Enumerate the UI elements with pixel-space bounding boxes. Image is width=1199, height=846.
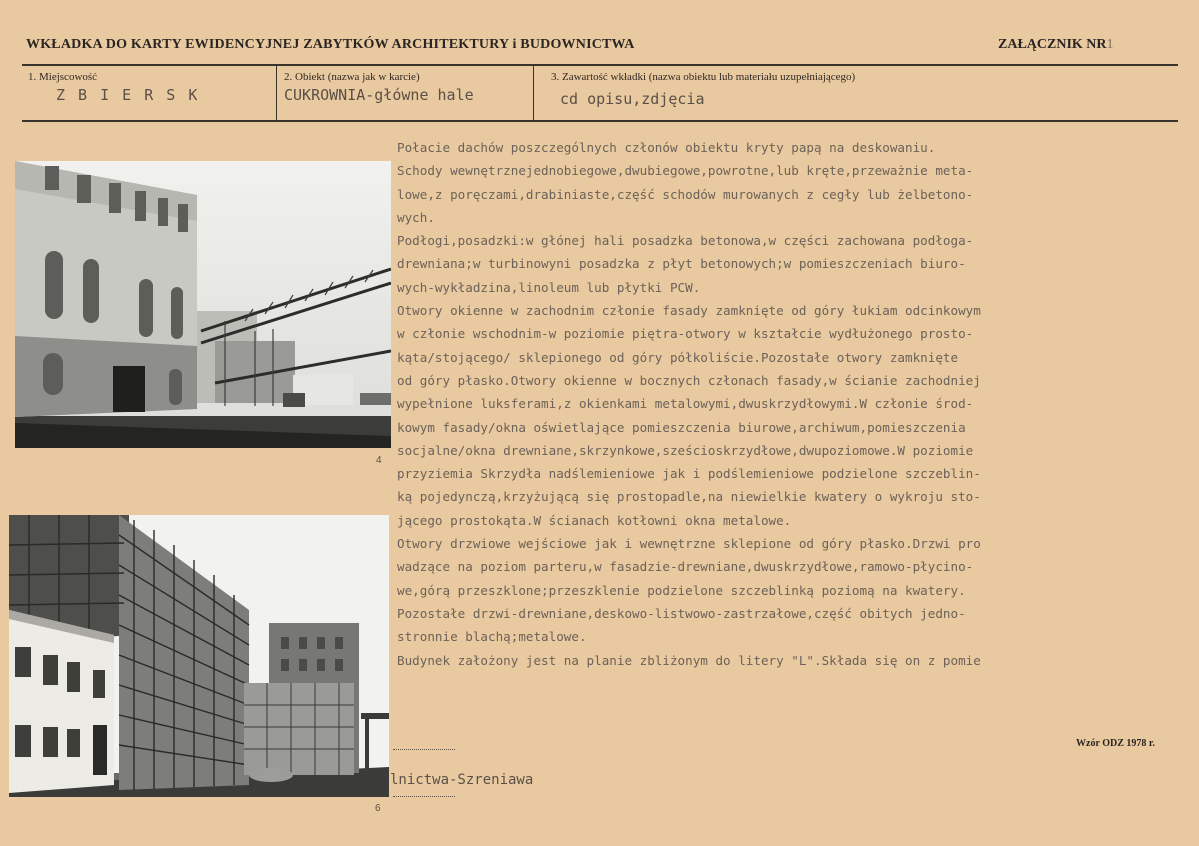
description-line: socjalne/okna drewniane,skrzynkowe,sześcioskrzydłowe,dwupoziomowe.W poziomie <box>397 442 974 458</box>
description-line: ką pojedynczą,krzyżującą się prostopadle,na niewielkie kwatery o wykroju sto- <box>397 489 981 505</box>
footer-text: lnictwa-Szreniawa <box>390 772 534 788</box>
field-value-locality: Z B I E R S K <box>56 86 200 104</box>
description-line: kąta/stojącego/ sklepionego od góry półkoliście.Pozostałe otwory zamknięte <box>397 349 959 365</box>
photo-factory-facade <box>15 161 391 448</box>
description-line: Otwory drzwiowe wejściowe jak i wewnętrzne sklepione od góry płasko.Drzwi pro <box>397 536 981 552</box>
annex-number: 1 <box>1106 37 1114 52</box>
description-line: Budynek założony jest na planie zbliżonym do litery "L".Składa się on z pomie <box>397 652 981 668</box>
photo-scaffolded-buildings <box>9 515 389 797</box>
card-title: WKŁADKA DO KARTY EWIDENCYJNEJ ZABYTKÓW ARCHITEKTURY i BUDOWNICTWA <box>26 37 635 52</box>
description-line: od góry płasko.Otwory okienne w bocznych członach fasady,w ścianie zachodniej <box>397 372 981 388</box>
description-line: Podłogi,posadzki:w głónej hali posadzka betonowa,w części zachowana podłoga- <box>397 233 974 249</box>
field-label-locality: 1. Miejscowość <box>28 71 98 83</box>
description-line: wych-wykładzina,linoleum lub płytki PCW. <box>397 279 701 295</box>
description-line: wadzące na poziom parteru,w fasadzie-drewniane,dwuskrzydłowe,ramowo-płycino- <box>397 559 974 575</box>
field-value-object: CUKROWNIA-główne hale <box>284 86 474 104</box>
description-line: lowe,z poręczami,drabiniaste,część schodów murowanych z cegły lub żelbetono- <box>397 186 974 202</box>
header-rule <box>22 64 1178 66</box>
description-line: Połacie dachów poszczególnych członów obiektu kryty papą na deskowaniu. <box>397 140 936 155</box>
description-line: kowym fasady/okna oświetlające pomieszczenia biurowe,archiwum,pomieszczenia <box>397 419 966 435</box>
field-label-object: 2. Obiekt (nazwa jak w karcie) <box>284 71 420 83</box>
field-label-contents: 3. Zawartość wkładki (nazwa obiektu lub materiału uzupełniającego) <box>551 71 856 83</box>
description-line: wych. <box>397 209 435 225</box>
description-line: jącego prostokąta.W ścianach kotłowni okna metalowe. <box>397 512 792 528</box>
description-line: Pozostałe drzwi-drewniane,deskowo-listwowo-zastrzałowe,część obitych jedno- <box>397 605 966 621</box>
description-line: przyziemia Skrzydła nadślemieniowe jak i podślemieniowe podzielone szczeblin- <box>397 466 981 482</box>
description-line: w członie wschodnim-w poziomie piętra-otwory w kształcie wydłużonego prosto- <box>397 326 974 342</box>
fields-rule <box>22 120 1178 122</box>
description-line: Otwory okienne w zachodnim członie fasady zamknięte od góry łukiam odcinkowym <box>397 303 981 319</box>
description-line: wypełnione luksferami,z okienkami metalowymi,dwuskrzydłowymi.W członie środ- <box>397 396 974 412</box>
field-divider-2 <box>533 66 534 120</box>
description-line: stronnie blachą;metalowe. <box>397 629 587 645</box>
photo-number-2: 6 <box>375 803 381 814</box>
description-line: drewniana;w turbinowyni posadzka z płyt betonowych;w pomieszczeniach biuro- <box>397 256 966 272</box>
annex-label-text: ZAŁĄCZNIK NR <box>998 37 1107 52</box>
photo-number-1: 4 <box>376 455 382 466</box>
description-line: we,górą przeszklone;przeszklenie podzielone szczeblinką poziomą na kwatery. <box>397 582 966 598</box>
field-value-contents: cd opisu,zdjęcia <box>560 90 705 108</box>
annex-label <box>998 37 1114 53</box>
description-text <box>397 136 1177 672</box>
dotted-line-bottom <box>393 796 455 797</box>
form-code: Wzór ODZ 1978 r. <box>1076 738 1155 749</box>
description-line: Schody wewnętrznejednobiegowe,dwubiegowe,powrotne,lub kręte,przeważnie meta- <box>397 163 974 179</box>
dotted-line <box>393 749 455 750</box>
field-divider-1 <box>276 66 277 120</box>
